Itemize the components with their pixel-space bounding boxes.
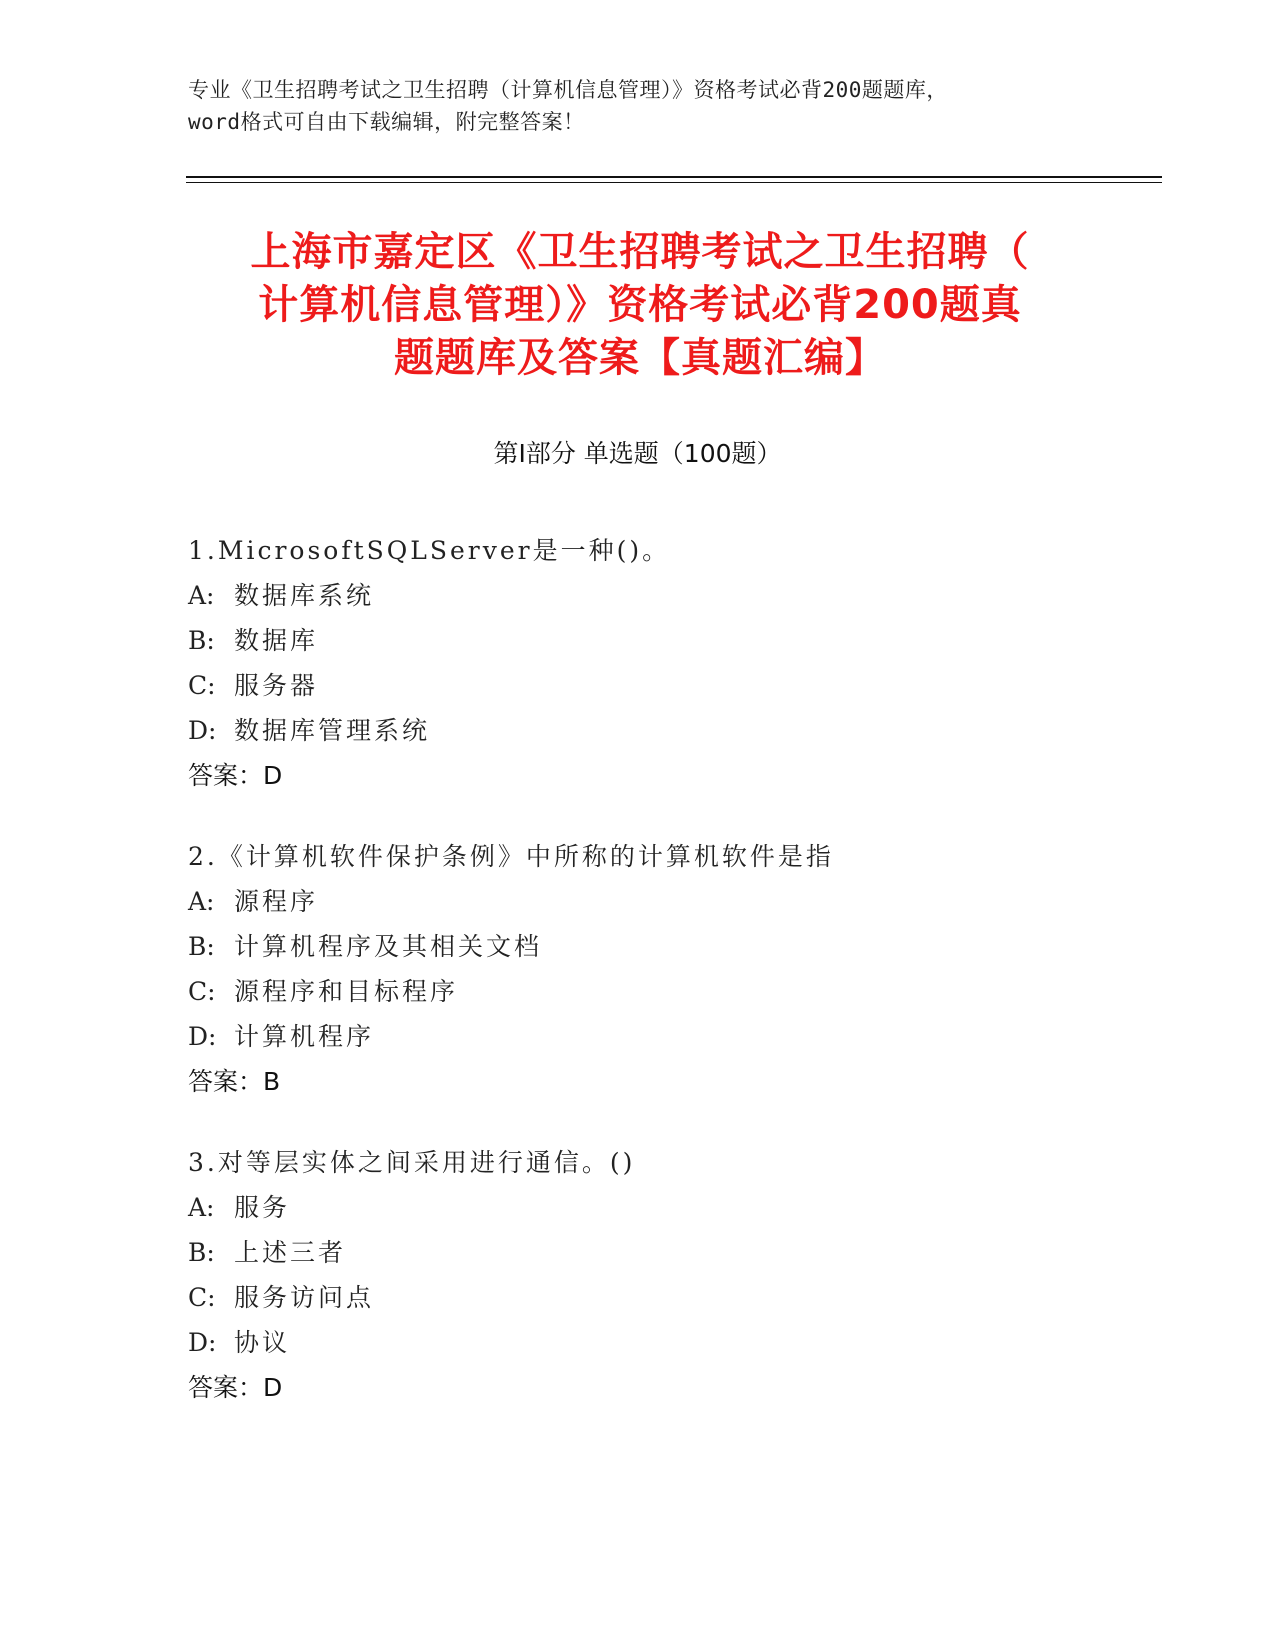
option-d <box>188 1320 1128 1365</box>
answer-line: 答案：B <box>188 1067 281 1096</box>
question-list <box>188 528 1128 1446</box>
question-stem: 1.MicrosoftSQLServer是一种()。 <box>188 536 671 565</box>
title-line-3: 题题库及答案【真题汇编】 <box>394 335 886 381</box>
title-line-1: 上海市嘉定区《卫生招聘考试之卫生招聘（ <box>250 229 1030 275</box>
option-letter: C: <box>188 671 216 700</box>
option-letter: D: <box>188 716 217 745</box>
option-letter: B: <box>188 626 215 655</box>
option-b <box>188 924 1128 969</box>
question-stem: 2.《计算机软件保护条例》中所称的计算机软件是指 <box>188 842 834 871</box>
option-letter: B: <box>188 932 215 961</box>
option-text: 服务访问点 <box>234 1283 375 1312</box>
option-text: 计算机程序及其相关文档 <box>234 932 543 961</box>
option-letter: C: <box>188 977 216 1006</box>
option-letter: A: <box>188 887 215 916</box>
option-letter: A: <box>188 1193 215 1222</box>
option-text: 计算机程序 <box>234 1022 375 1051</box>
option-d <box>188 708 1128 753</box>
option-letter: D: <box>188 1328 217 1357</box>
option-text: 数据库系统 <box>234 581 375 610</box>
header-note-line-2: word格式可自由下载编辑，附完整答案！ <box>188 110 585 134</box>
option-a <box>188 573 1128 618</box>
document-title <box>190 226 1090 385</box>
option-b <box>188 618 1128 663</box>
option-letter: D: <box>188 1022 217 1051</box>
question-1 <box>188 528 1128 798</box>
option-text: 上述三者 <box>234 1238 347 1267</box>
option-letter: B: <box>188 1238 215 1267</box>
header-divider-thin <box>186 182 1162 183</box>
option-text: 协议 <box>234 1328 291 1357</box>
question-2 <box>188 834 1128 1104</box>
answer-line: 答案：D <box>188 761 283 790</box>
title-line-2: 计算机信息管理）》资格考试必背200题真 <box>258 282 1022 328</box>
option-d <box>188 1014 1128 1059</box>
option-c <box>188 1275 1128 1320</box>
option-text: 数据库管理系统 <box>234 716 431 745</box>
option-c <box>188 663 1128 708</box>
option-letter: C: <box>188 1283 216 1312</box>
question-3 <box>188 1140 1128 1410</box>
section-heading: 第Ⅰ部分 单选题（100题） <box>493 439 782 468</box>
option-a <box>188 879 1128 924</box>
option-text: 源程序和目标程序 <box>234 977 459 1006</box>
option-b <box>188 1230 1128 1275</box>
option-letter: A: <box>188 581 215 610</box>
header-divider-thick <box>186 176 1162 178</box>
question-stem: 3.对等层实体之间采用进行通信。() <box>188 1148 636 1177</box>
option-c <box>188 969 1128 1014</box>
header-note-line-1: 专业《卫生招聘考试之卫生招聘（计算机信息管理）》资格考试必背200题题库， <box>188 78 948 102</box>
option-a <box>188 1185 1128 1230</box>
option-text: 源程序 <box>234 887 319 916</box>
answer-line: 答案：D <box>188 1373 283 1402</box>
option-text: 服务器 <box>234 671 319 700</box>
header-note <box>188 74 1088 138</box>
option-text: 服务 <box>234 1193 291 1222</box>
option-text: 数据库 <box>234 626 319 655</box>
